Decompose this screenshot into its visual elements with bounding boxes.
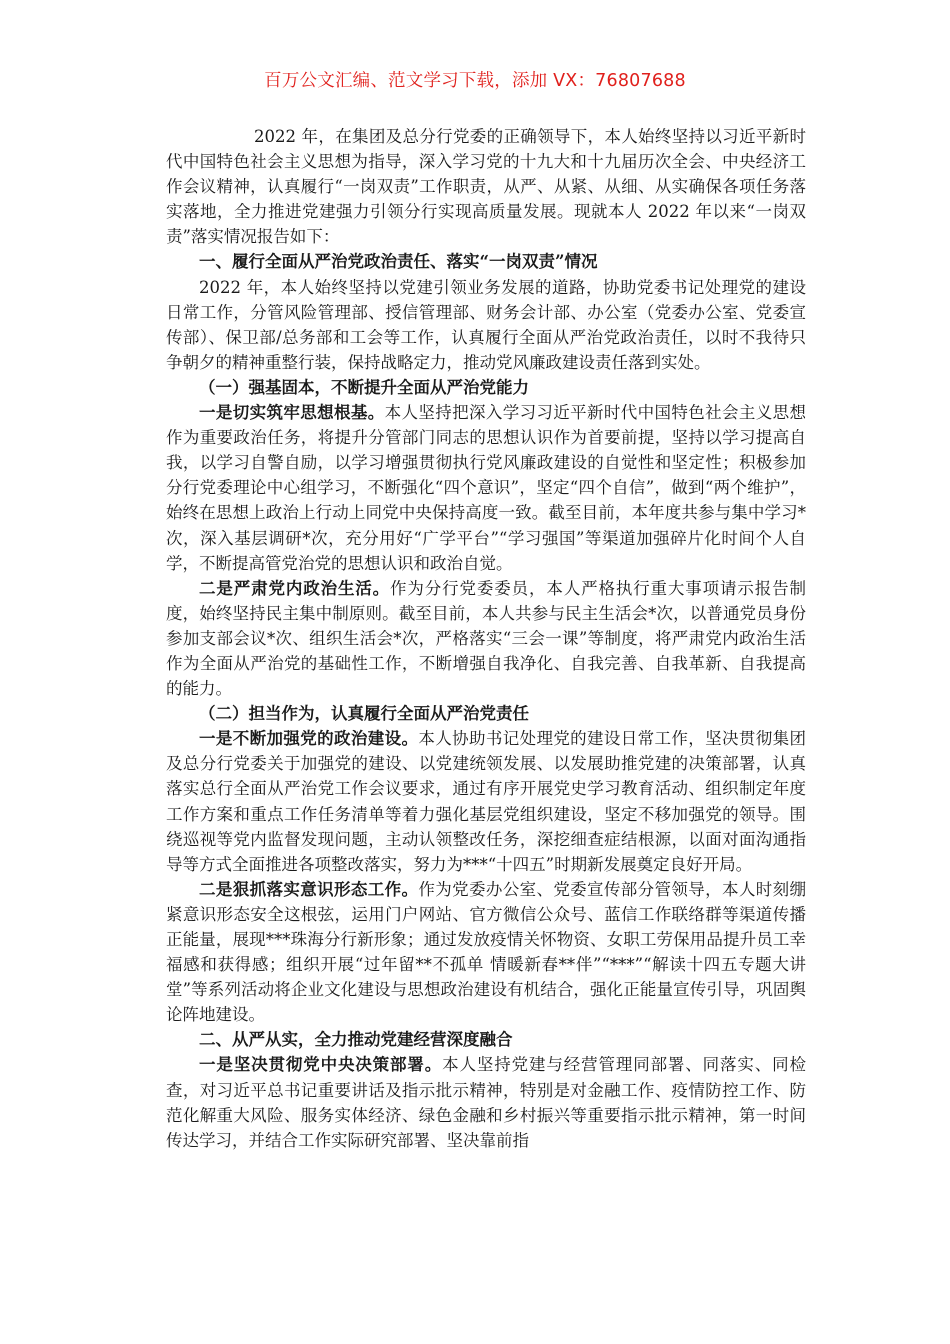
paragraph-4-lead: 二是狠抓落实意识形态工作。 — [199, 879, 419, 899]
document-body — [166, 124, 806, 1153]
subsection-heading-1: （一）强基固本，不断提升全面从严治党能力 — [199, 377, 529, 397]
paragraph-1-lead: 一是切实筑牢思想根基。 — [199, 403, 385, 423]
paragraph-3-lead: 一是不断加强党的政治建设。 — [199, 729, 419, 749]
paragraph-2-text: 作为分行党委委员，本人严格执行重大事项请示报告制度，始终坚持民主集中制原则。截至目前，本人共参与民主生活会*次，以普通党员身份参加支部会议*次、组织生活会*次，严格落实“三会一课”等制度，将严肃党内政治生活作为全面从严治党的基础性工作，不断增强自我净化、自我完善、自我革新、自我提高的能力。 — [166, 578, 807, 699]
paragraph-5-lead: 一是坚决贯彻党中央决策部署。 — [199, 1055, 443, 1075]
paragraph-2 — [166, 576, 806, 701]
paragraph-2-lead: 二是严肃党内政治生活。 — [199, 578, 391, 598]
paragraph-3 — [166, 726, 806, 877]
paragraph-4 — [166, 877, 806, 1028]
paragraph-4-text: 作为党委办公室、党委宣传部分管领导，本人时刻绷紧意识形态安全这根弦，运用门户网站、官方微信公众号、蓝信工作联络群等渠道传播正能量，展现***珠海分行新形象；通过发放疫情关怀物资、女职工劳保用品提升员工幸福感和获得感；组织开展“过年留**不孤单 情暖新春**伴”“***”“解读十四五专题大讲堂”等系列活动将企业文化建设与思想政治建设有机结合，强化正能量宣传引导，巩固舆论阵地建设。 — [166, 879, 807, 1025]
intro-paragraph: 2022 年，在集团及总分行党委的正确领导下，本人始终坚持以习近平新时代中国特色社会主义思想为指导，深入学习党的十九大和十九届历次全会、中央经济工作会议精神，认真履行“一岗双责”工作职责，从严、从紧、从细、从实确保各项任务落实落地，全力推进党建强力引领分行实现高质量发展。现就本人 2022 年以来“一岗双责”落实情况报告如下： — [166, 127, 806, 247]
paragraph-5 — [166, 1052, 806, 1152]
subsection-heading-2: （二）担当作为，认真履行全面从严治党责任 — [199, 704, 529, 724]
watermark-banner: 百万公文汇编、范文学习下载，添加 VX：76807688 — [264, 71, 686, 91]
paragraph-5-text: 本人坚持党建与经营管理同部署、同落实、同检查，对习近平总书记重要讲话及指示批示精神，特别是对金融工作、疫情防控工作、防范化解重大风险、服务实体经济、绿色金融和乡村振兴等重要指示批示精神，第一时间传达学习，并结合工作实际研究部署、坚决靠前指 — [166, 1055, 807, 1150]
section-heading-1: 一、履行全面从严治党政治责任、落实“一岗双责”情况 — [199, 252, 598, 272]
paragraph-1 — [166, 400, 806, 576]
section-heading-2: 二、从严从实，全力推动党建经营深度融合 — [199, 1030, 513, 1050]
paragraph-3-text: 本人协助书记处理党的建设日常工作，坚决贯彻集团及总分行党委关于加强党的建设、以党建统领发展、以发展助推党建的决策部署，认真落实总行全面从严治党工作会议要求，通过有序开展党史学习教育活动、组织制定年度工作方案和重点工作任务清单等着力强化基层党组织建设，坚定不移加强党的领导。围绕巡视等党内监督发现问题，主动认领整改任务，深挖细查症结根源，以面对面沟通指导等方式全面推进各项整改落实，努力为***“十四五”时期新发展奠定良好开局。 — [166, 729, 807, 874]
section-1-body: 2022 年，本人始终坚持以党建引领业务发展的道路，协助党委书记处理党的建设日常工作，分管风险管理部、授信管理部、财务会计部、办公室（党委办公室、党委宣传部）、保卫部/总务部和工会等工作，认真履行全面从严治党政治责任，以时不我待只争朝夕的精神重整行装，保持战略定力，推动党风廉政建设责任落到实处。 — [166, 277, 806, 372]
paragraph-1-text: 本人坚持把深入学习习近平新时代中国特色社会主义思想作为重要政治任务，将提升分管部门同志的思想认识作为首要前提，坚持以学习提高自我，以学习自警自励，以学习增强贯彻执行党风廉政建设的自觉性和坚定性；积极参加分行党委理论中心组学习，不断强化“四个意识”，坚定“四个自信”，做到“两个维护”，始终在思想上政治上行动上同党中央保持高度一致。截至目前，本年度共参与集中学习*次，深入基层调研*次，充分用好“广学平台”“学习强国”等渠道加强碎片化时间个人自学，不断提高管党治党的思想认识和政治自觉。 — [166, 403, 807, 573]
